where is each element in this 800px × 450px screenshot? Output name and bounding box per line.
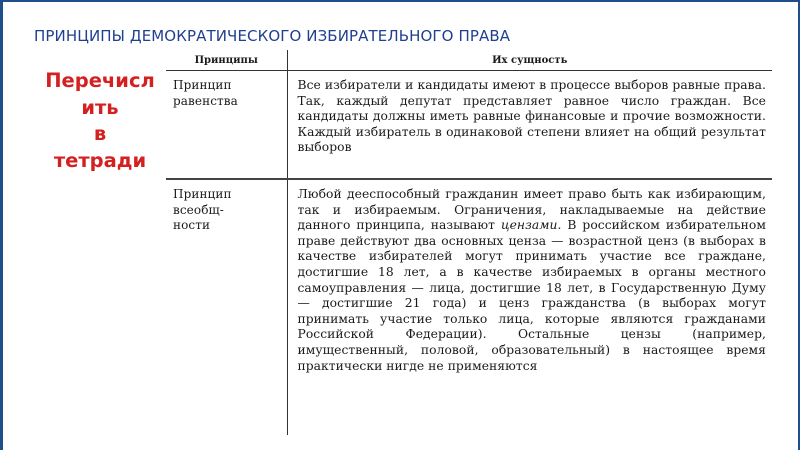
column-header-essence: Их сущность — [287, 50, 772, 71]
principle-cell — [166, 179, 287, 435]
principle-description — [288, 180, 773, 435]
assignment-note-line: в — [93, 122, 107, 145]
assignment-note — [36, 68, 164, 174]
assignment-note-line: тетради — [53, 148, 147, 172]
slide-frame-top — [0, 0, 800, 2]
assignment-note-line: Перечисл — [45, 69, 155, 92]
slide-title: ПРИНЦИПЫ ДЕМОКРАТИЧЕСКОГО ИЗБИРАТЕЛЬНОГО ПРАВА — [34, 27, 511, 45]
description-cell — [287, 179, 772, 435]
table-row — [166, 179, 772, 435]
principle-description: Все избиратели и кандидаты имеют в процессе выборов равные права. Так, каждый депутат представляет равное число граждан. Все кандидаты должны иметь равные финансовые и прочие возможности. Каждый избиратель в одинаковой степени влияет на общий результат выборов — [297, 78, 766, 155]
table-header-row — [166, 50, 772, 71]
principles-table — [166, 50, 772, 435]
description-text: . В российском избирательном праве действуют два основных ценза — возрастной ценз (в выборах в качестве избирателей могут принимать участие все граждане, достигшие 18 лет, а в качестве избираемых в органы местного самоуправления — лица, достигшие 18 лет, в Государственную Думу — достигшие 21 года) и ценз гражданства (в выборах могут принимать участие только лица, которые являются гражданами Российской Федерации). Остальные цензы (например, имущественный, половой, образовательный) в настоящее время практически нигде не применяются — [297, 218, 767, 373]
term-censuses: цензами — [500, 218, 558, 233]
principle-name: Принцип всеобщ- ности — [173, 187, 232, 233]
slide-frame-left — [0, 0, 3, 450]
principle-name: Принцип равенства — [173, 78, 238, 108]
principle-cell — [166, 71, 287, 180]
description-cell — [287, 71, 772, 180]
column-header-principles: Принципы — [166, 50, 287, 71]
table-bottom-mask — [166, 437, 772, 450]
assignment-note-line: ить — [81, 95, 119, 119]
table-row — [166, 71, 772, 180]
description-text: Любой дееспособный гражданин имеет право быть как избирающим, так и избираемым. Ограничения, накладываемые на действие данного принципа, называют — [297, 187, 766, 233]
